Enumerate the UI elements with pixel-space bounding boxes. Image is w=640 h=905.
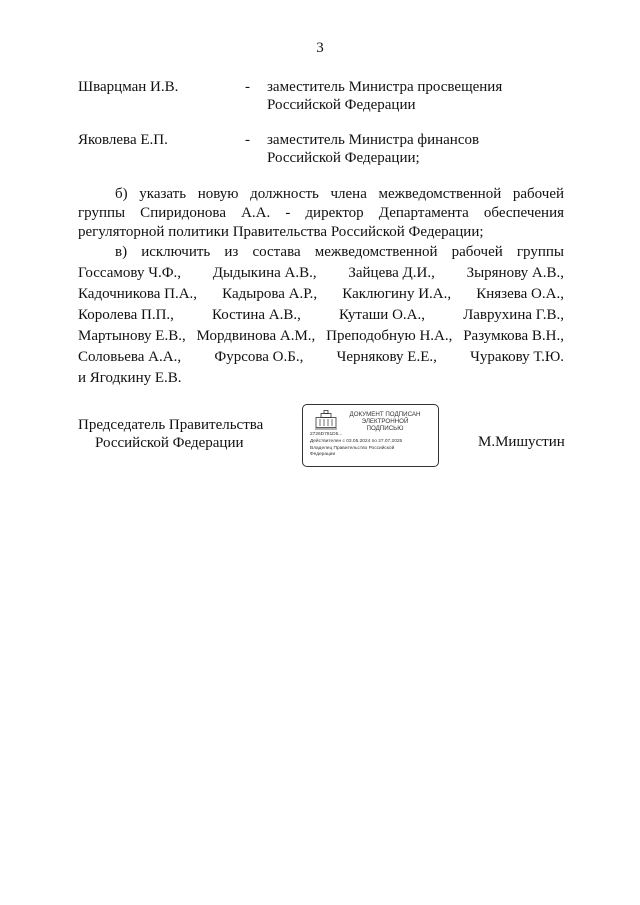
excluded-name: Мартынову Е.В., [78,328,186,344]
stamp-validity: Действителен с 03.05.2024 по 27.07.2025 [310,439,403,444]
signatory-title-line: Российской Федерации [95,435,244,451]
excluded-row [78,305,564,326]
excluded-members-list [78,263,564,389]
page-number: 3 [316,40,324,56]
excluded-row [78,347,564,368]
excluded-name: Госсамову Ч.Ф., [78,265,182,281]
excluded-name: Зайцева Д.И., [348,265,435,281]
excluded-row [78,326,564,347]
member-dash: - [245,132,250,148]
excluded-name: Костина А.В., [212,307,301,323]
member-entry [78,78,568,114]
excluded-name: Зырянову А.В., [466,265,564,281]
member-position-line: заместитель Министра просвещения [267,79,503,95]
member-name: Яковлева Е.П. [78,132,168,148]
member-name: Шварцман И.В. [78,79,179,95]
excluded-name: Королева П.П., [78,307,174,323]
stamp-title-line: ДОКУМЕНТ ПОДПИСАН [349,411,421,418]
stamp-owner: Федерации [310,452,336,457]
stamp-title [343,411,427,432]
member-position [267,131,567,167]
member-position-line: Российской Федерации; [267,150,420,166]
excluded-name: Соловьева А.А., [78,349,182,365]
excluded-name: Мордвинова А.М., [196,328,316,344]
signatory-title [78,416,263,452]
excluded-name: Дыдыкина А.В., [212,265,317,281]
paragraph-v-intro: в) исключить из состава межведомственной рабочей группы [115,244,564,260]
member-dash: - [245,79,250,95]
member-position-line: заместитель Министра финансов [267,132,480,148]
excluded-name: Чуракову Т.Ю. [470,349,564,365]
excluded-row [78,284,564,305]
excluded-name: Каклюгину И.А., [342,286,452,302]
excluded-name: Кадырова А.Р., [222,286,318,302]
member-entry [78,131,568,167]
paragraph-b: б) указать новую должность члена межведомственной рабочей группы Спиридонова А.А. - директор Департамента обеспечения регуляторной политики Правительства Российской Федерации; [78,186,564,240]
stamp-title-line: ЭЛЕКТРОННОЙ ПОДПИСЬЮ [361,418,409,432]
electronic-signature-stamp [302,404,439,467]
excluded-name: Куташи О.А., [338,307,425,323]
signatory-title-line: Председатель Правительства [78,417,264,433]
excluded-row [78,263,564,284]
excluded-name: Фурсова О.Б., [214,349,304,365]
excluded-row [78,368,564,389]
member-position [267,78,567,114]
excluded-name: и Ягодкину Е.В. [78,370,182,386]
member-position-line: Российской Федерации [267,97,416,113]
excluded-name: Чернякову Е.Е., [336,349,437,365]
signer-name: М.Мишустин [478,434,565,450]
excluded-name: Князева О.А., [476,286,564,302]
stamp-owner: Владелец Правительство Российской [310,446,395,451]
excluded-name: Разумкова В.Н., [463,328,564,344]
stamp-certificate: 2726D781D5... [310,432,343,437]
government-building-icon [315,410,337,430]
excluded-name: Лаврухина Г.В., [463,307,564,323]
excluded-name: Кадочникова П.А., [78,286,198,302]
excluded-name: Преподобную Н.А., [326,328,453,344]
